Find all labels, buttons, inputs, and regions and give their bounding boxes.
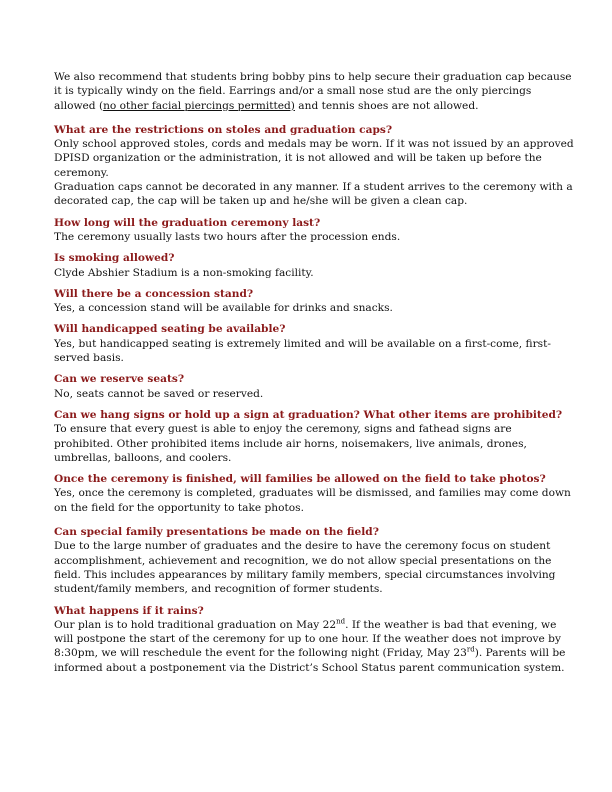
answer-signs: To ensure that every guest is able to enjoy the ceremony, signs and fathead signs are prohibited. Other prohibited items include air horns, noisemakers, live animals, drones, umbrellas, balloons, and coolers. xyxy=(54,423,527,464)
intro-underlined-text: no other facial piercings permitted) xyxy=(103,99,295,112)
question-rain: What happens if it rains? xyxy=(54,604,204,617)
ordinal-suffix-nd: nd xyxy=(336,617,346,626)
answer-length: The ceremony usually lasts two hours after the procession ends. xyxy=(54,230,401,243)
question-reserve: Can we reserve seats? xyxy=(54,373,185,386)
intro-paragraph xyxy=(54,70,574,113)
answer-presentations: Due to the large number of graduates and the desire to have the ceremony focus on student accomplishment, achievement and recognition, we do not allow special presentations on the field. This includes appearances by military family members, special circumstances involving student/family members, and recognition of former students. xyxy=(54,540,556,596)
answer-smoking: Clyde Abshier Stadium is a non-smoking facility. xyxy=(54,266,314,279)
document-page xyxy=(54,70,574,675)
question-stoles: What are the restrictions on stoles and graduation caps? xyxy=(54,123,393,136)
question-signs: Can we hang signs or hold up a sign at graduation? What other items are prohibited? xyxy=(54,408,563,421)
intro-text-1: We also recommend that students bring bobby pins to help secure their graduation cap because it is typically windy on the field. Earrings and/or a small nose stud are the only piercings allowed ( xyxy=(54,71,572,112)
intro-text-2: and tennis shoes are not allowed. xyxy=(294,99,479,112)
answer-concession: Yes, a concession stand will be available for drinks and snacks. xyxy=(54,302,393,315)
answer-reserve: No, seats cannot be saved or reserved. xyxy=(54,387,264,400)
question-length: How long will the graduation ceremony last? xyxy=(54,216,321,229)
answer-rain-text-2: . If the weather is bad that evening, we will postpone the start of the ceremony for up to one hour. If the weather does not improve by 8:30pm, we will reschedule the event for the following night (Friday, May 23 xyxy=(54,618,561,660)
answer-rain-text-3: ). Parents will be informed about a postponement via the District’s School Status parent communication system. xyxy=(54,647,566,674)
answer-stoles-2: Graduation caps cannot be decorated in any manner. If a student arrives to the ceremony with a decorated cap, the cap will be taken up and he/she will be given a clean cap. xyxy=(54,181,573,208)
answer-handicapped: Yes, but handicapped seating is extremely limited and will be available on a first-come, first-served basis. xyxy=(54,337,551,365)
question-photos: Once the ceremony is finished, will families be allowed on the field to take photos? xyxy=(54,473,546,486)
question-smoking: Is smoking allowed? xyxy=(54,252,175,265)
answer-photos: Yes, once the ceremony is completed, graduates will be dismissed, and families may come down on the field for the opportunity to take photos. xyxy=(54,487,571,514)
question-presentations: Can special family presentations be made on the field? xyxy=(54,526,379,539)
answer-rain xyxy=(54,618,574,675)
question-handicapped: Will handicapped seating be available? xyxy=(54,323,286,336)
answer-rain-text-1: Our plan is to hold traditional graduation on May 22 xyxy=(54,618,337,631)
question-concession: Will there be a concession stand? xyxy=(54,287,254,300)
answer-stoles-1: Only school approved stoles, cords and medals may be worn. If it was not issued by an approved DPISD organization or the administration, it is not allowed and will be taken up before the ceremony. xyxy=(54,138,574,179)
ordinal-suffix-rd: rd xyxy=(466,645,475,654)
